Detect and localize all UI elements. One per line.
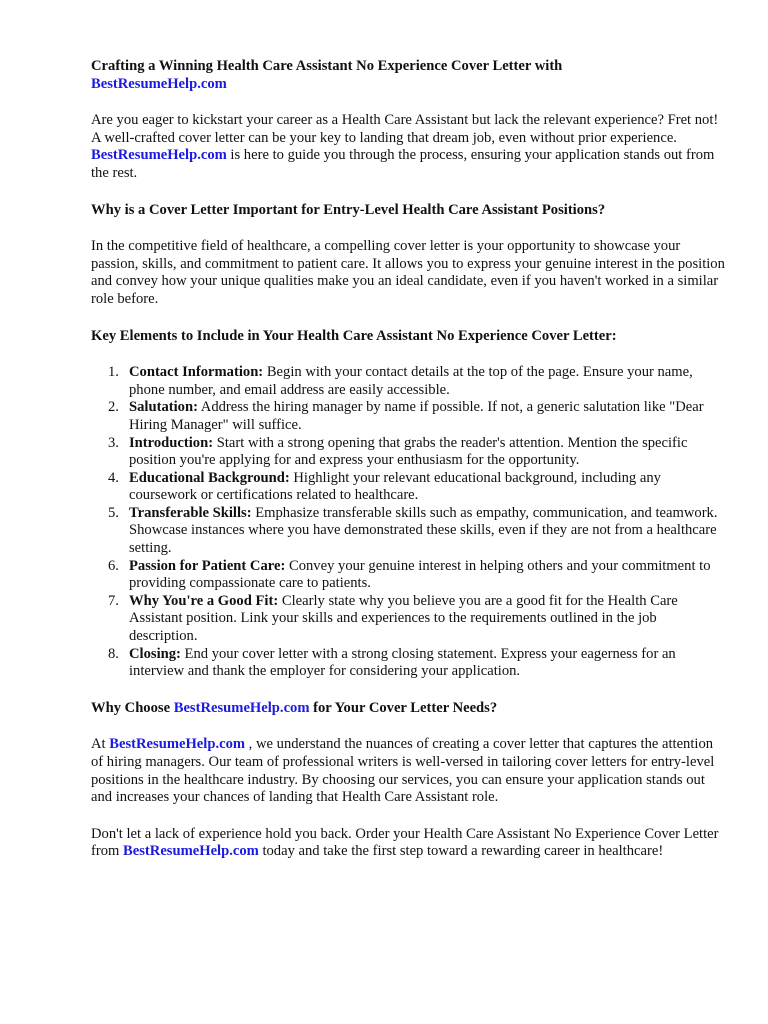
title-link[interactable]: BestResumeHelp.com — [91, 75, 227, 92]
intro-link[interactable]: BestResumeHelp.com — [91, 147, 227, 164]
list-item — [91, 435, 728, 470]
list-item-number: 5. — [108, 504, 119, 521]
list-item-text: Clearly state why you believe you are a good fit for the Health Care Assistant position. Link your skills and experiences to the requirements outlined in the job description. — [129, 592, 678, 645]
list-item-text: Begin with your contact details at the top of the page. Ensure your name, phone number, and email address are easily accessible. — [129, 364, 693, 398]
list-item-text: Emphasize transferable skills such as empathy, communication, and teamwork. Showcase instances where you have demonstrated these skills, even if they are not from a healthcare setting. — [129, 504, 718, 557]
title-text: Crafting a Winning Health Care Assistant No Experience Cover Letter with — [91, 58, 563, 74]
list-item — [91, 646, 728, 681]
list-item-text: Highlight your relevant educational background, including any coursework or certifications related to healthcare. — [129, 469, 661, 504]
list-item — [91, 593, 728, 646]
section1-heading: Why is a Cover Letter Important for Entry-Level Health Care Assistant Positions? — [91, 201, 606, 218]
intro-text-1: Are you eager to kickstart your career as a Health Care Assistant but lack the relevant experience? Fret not! A well-crafted cover letter can be your key to landing that dream job, even without prior experience. — [91, 112, 719, 146]
list-item-label: Salutation: — [129, 399, 198, 416]
list-item-number: 1. — [108, 364, 119, 381]
list-item-text: Start with a strong opening that grabs the reader's attention. Mention the specific position you're applying for and express your enthusiasm for the opportunity. — [129, 434, 688, 469]
list-item — [91, 558, 728, 593]
section3-body-pre: At — [91, 736, 110, 753]
section3-body-link[interactable]: BestResumeHelp.com — [109, 736, 246, 753]
list-item-number: 8. — [108, 645, 119, 662]
closing-post: today and take the first step toward a rewarding career in healthcare! — [258, 843, 664, 860]
list-item-text: End your cover letter with a strong closing statement. Express your eagerness for an interview and thank the employer for considering your application. — [129, 645, 676, 680]
list-item-label: Educational Background: — [129, 469, 290, 486]
section3-body — [91, 736, 728, 806]
list-item-number: 3. — [108, 434, 119, 451]
list-item — [91, 470, 728, 505]
list-item-number: 6. — [108, 557, 119, 574]
list-item-number: 7. — [108, 592, 119, 609]
list-item-number: 4. — [108, 469, 119, 486]
intro-text-2: is here to guide you through the process, ensuring your application stands out from the rest. — [91, 147, 715, 181]
list-item-label: Closing: — [129, 645, 181, 662]
section1-body: In the competitive field of healthcare, a compelling cover letter is your opportunity to showcase your passion, skills, and commitment to patient care. It allows you to express your genuine interest in the position and convey how your unique qualities make you an ideal candidate, even if you haven't worked in a similar role before. — [91, 238, 725, 307]
list-item-text: Address the hiring manager by name if possible. If not, a generic salutation like "Dear Hiring Manager" will suffice. — [129, 399, 704, 433]
section3-heading — [91, 700, 728, 718]
section3-heading-link[interactable]: BestResumeHelp.com — [173, 699, 310, 716]
section3-body-post: , we understand the nuances of creating a cover letter that captures the attention of hiring managers. Our team of professional writers is well-versed in tailoring cover letters for entry-level positions in the healthcare industry. By choosing our services, you can ensure your application stands out and increases your chances of landing that Health Care Assistant role. — [91, 736, 715, 806]
list-item — [91, 505, 728, 558]
list-item-text: Convey your genuine interest in helping others and your commitment to providing compassionate care to patients. — [129, 557, 711, 592]
section3-heading-pre: Why Choose — [91, 699, 174, 716]
list-item-label: Transferable Skills: — [129, 504, 252, 521]
list-item-label: Contact Information: — [129, 364, 264, 381]
closing-pre: Don't let a lack of experience hold you back. Order your Health Care Assistant No Experience Cover Letter from — [91, 825, 719, 860]
list-item-number: 2. — [108, 399, 119, 416]
list-item — [91, 364, 728, 399]
section2-heading: Key Elements to Include in Your Health Care Assistant No Experience Cover Letter: — [91, 327, 617, 344]
list-item-label: Why You're a Good Fit: — [129, 592, 279, 609]
section3-heading-post: for Your Cover Letter Needs? — [309, 699, 498, 716]
closing-paragraph — [91, 826, 728, 861]
key-elements-list — [91, 364, 728, 681]
closing-link[interactable]: BestResumeHelp.com — [123, 843, 259, 860]
list-item-label: Passion for Patient Care: — [129, 557, 286, 574]
list-item — [91, 399, 728, 434]
intro-paragraph — [91, 112, 728, 182]
document-title — [91, 58, 728, 93]
list-item-label: Introduction: — [129, 434, 214, 451]
